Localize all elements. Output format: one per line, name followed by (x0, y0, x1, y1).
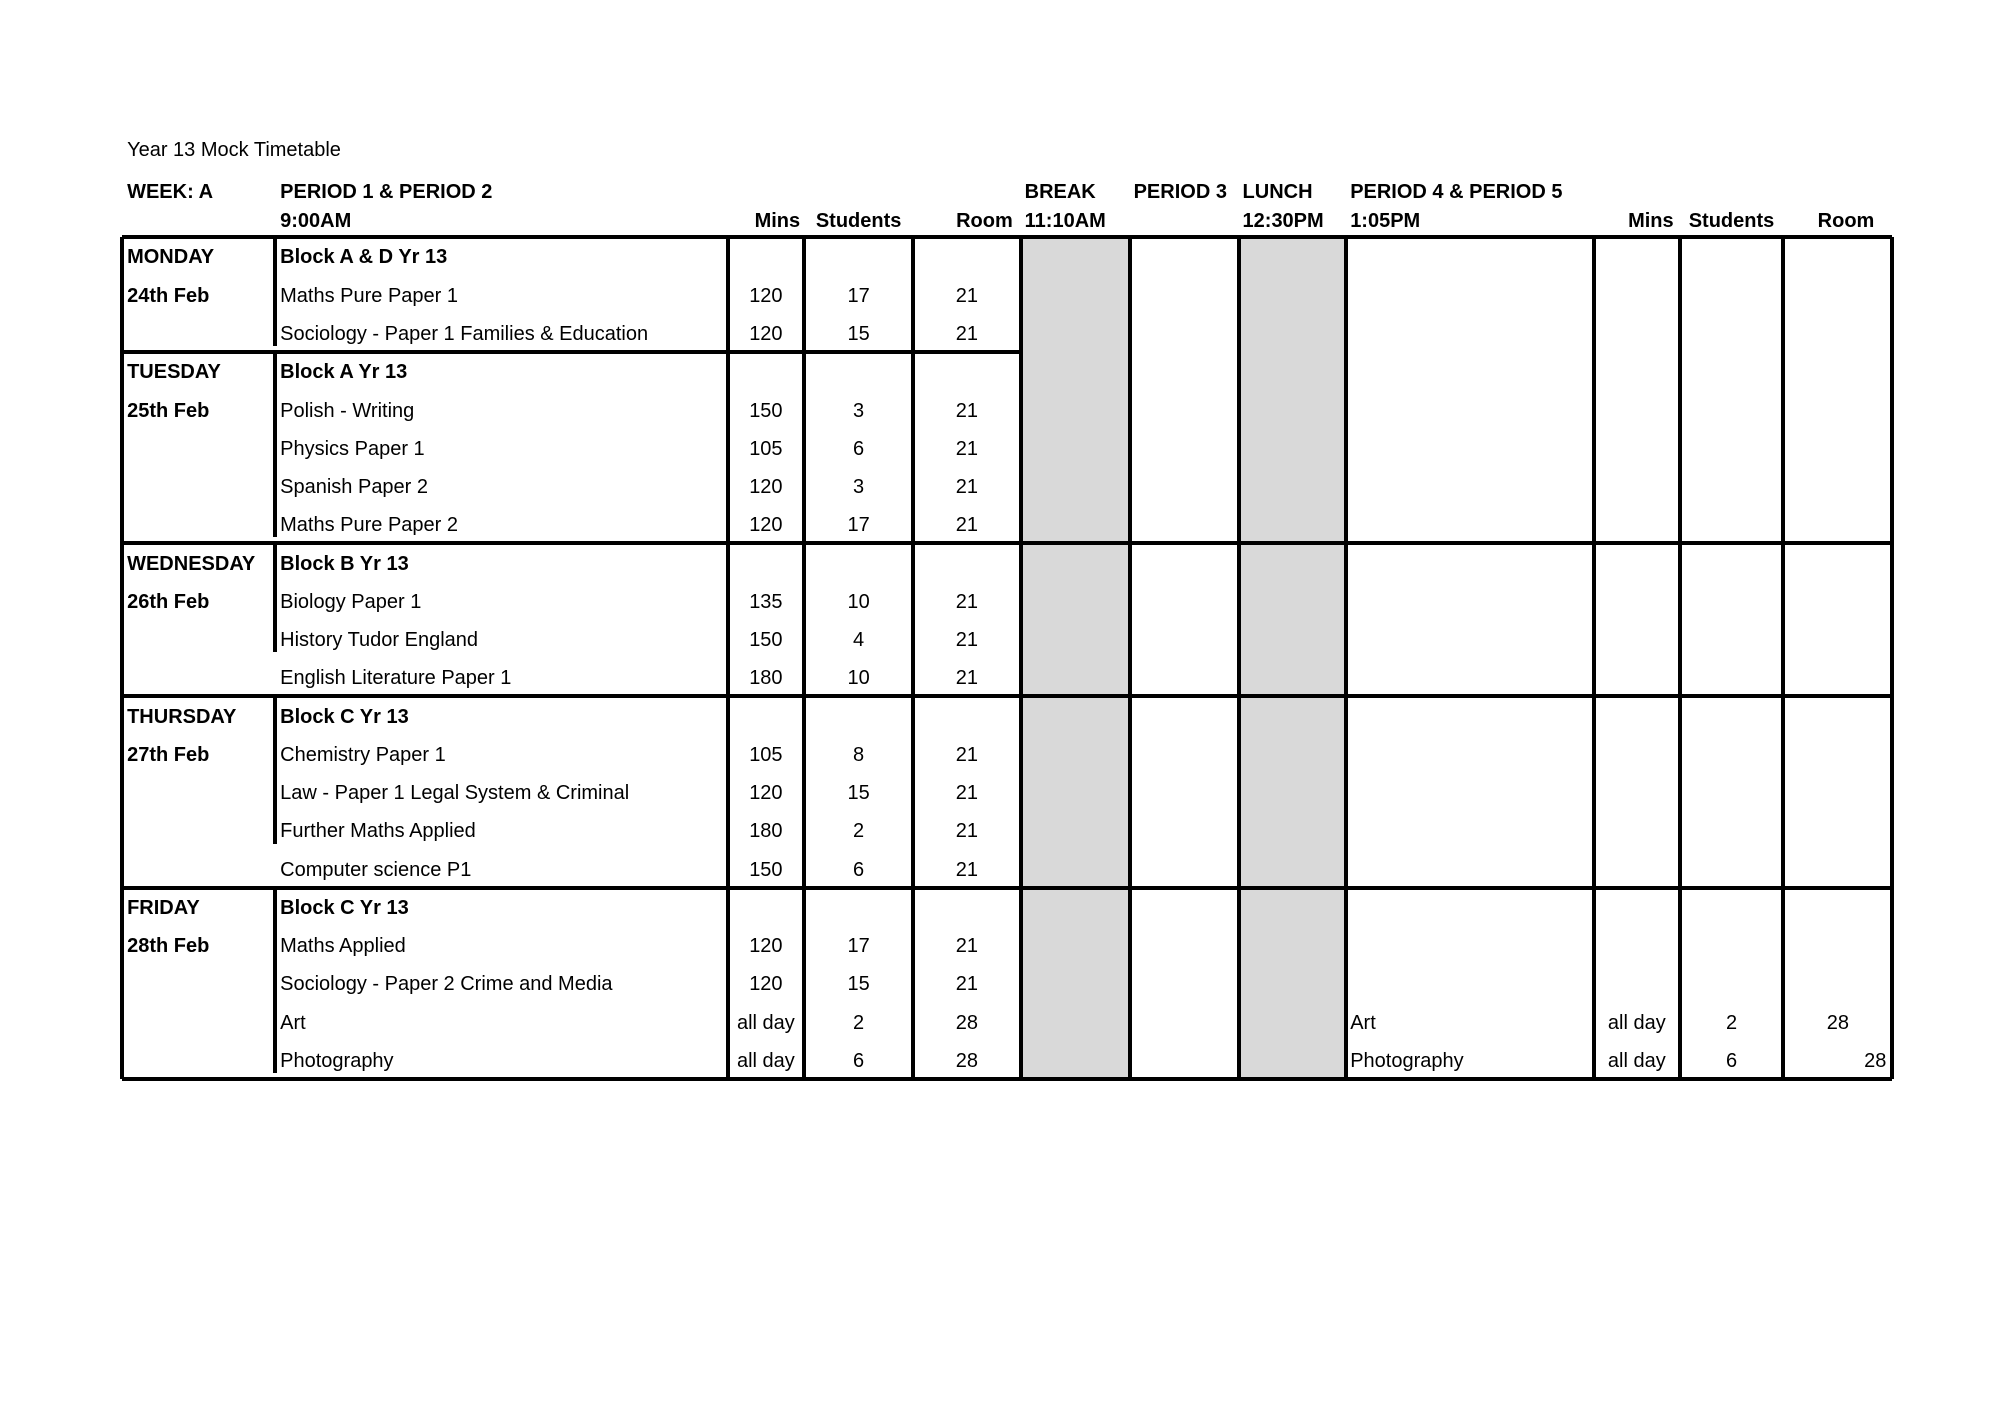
pm-mins: all day (1607, 1049, 1666, 1072)
week-label: WEEK: A (127, 180, 214, 203)
day-date: 28th Feb (127, 935, 210, 958)
exam-room: 21 (955, 590, 979, 613)
mins2-header: Mins (1628, 210, 1674, 233)
pm-mins: all day (1607, 1011, 1666, 1034)
exam-subject: Photography (280, 1049, 394, 1072)
exam-students: 15 (847, 973, 870, 996)
exam-subject: Sociology - Paper 1 Families & Education (280, 323, 649, 345)
day-date: 27th Feb (127, 743, 210, 766)
column-line (1344, 237, 1348, 1079)
exam-mins: 120 (749, 514, 783, 537)
period12-header: PERIOD 1 & PERIOD 2 (280, 180, 493, 203)
exam-subject: History Tudor England (280, 629, 479, 652)
exam-subject: English Literature Paper 1 (280, 667, 512, 690)
column-line (726, 237, 730, 1079)
exam-mins: 120 (749, 323, 783, 345)
block-label: Block A & D Yr 13 (280, 246, 448, 269)
exam-students: 6 (853, 437, 865, 460)
block-label: Block B Yr 13 (280, 552, 409, 575)
column-line (1237, 237, 1241, 1079)
table-border-top (122, 235, 1892, 239)
lunch-header: LUNCH (1242, 180, 1313, 203)
exam-students: 6 (853, 858, 865, 881)
exam-mins: 105 (749, 437, 783, 460)
exam-mins: 120 (749, 476, 783, 499)
day-name: WEDNESDAY (127, 552, 256, 575)
exam-students: 10 (847, 667, 870, 690)
exam-room: 21 (955, 973, 979, 996)
exam-room: 21 (955, 820, 979, 843)
exam-mins: 120 (749, 782, 783, 805)
exam-students: 15 (847, 782, 870, 805)
exam-room: 21 (955, 743, 979, 766)
exam-subject: Maths Applied (280, 935, 406, 958)
exam-subject: Computer science P1 (280, 858, 472, 881)
exam-mins: 180 (749, 820, 783, 843)
block-line (273, 352, 277, 537)
exam-room: 21 (955, 667, 979, 690)
block-line (273, 543, 277, 652)
exam-subject: Law - Paper 1 Legal System & Criminal (280, 782, 630, 805)
pm-room: 28 (1864, 1049, 1887, 1072)
exam-mins: 180 (749, 667, 783, 690)
exam-mins: 150 (749, 858, 783, 881)
exam-subject: Polish - Writing (280, 399, 415, 422)
room-header: Room (956, 210, 1013, 233)
exam-subject: Spanish Paper 2 (280, 476, 429, 499)
table-border-bottom (122, 1077, 1892, 1081)
exam-room: 28 (955, 1049, 979, 1072)
column-line (1781, 237, 1785, 1079)
exam-students: 17 (847, 514, 870, 537)
mins-header: Mins (754, 210, 801, 233)
column-line (1128, 237, 1132, 1079)
period45-time: 1:05PM (1350, 210, 1421, 233)
pm-students: 2 (1725, 1011, 1738, 1034)
period3-header: PERIOD 3 (1133, 180, 1227, 203)
exam-room: 21 (955, 284, 979, 307)
exam-room: 21 (955, 323, 979, 345)
lunch-column (1239, 237, 1347, 1079)
room2-header: Room (1817, 210, 1875, 233)
day-date: 26th Feb (127, 590, 210, 613)
exam-students: 3 (853, 476, 865, 499)
period45-header: PERIOD 4 & PERIOD 5 (1350, 180, 1563, 203)
block-label: Block C Yr 13 (280, 896, 409, 919)
exam-subject: Sociology - Paper 2 Crime and Media (280, 973, 613, 996)
exam-students: 3 (853, 399, 865, 422)
table-border-left (120, 237, 124, 1079)
exam-mins: 135 (749, 590, 783, 613)
exam-subject: Chemistry Paper 1 (280, 743, 446, 766)
exam-room: 21 (955, 476, 979, 499)
column-line (911, 237, 915, 1079)
exam-students: 17 (847, 935, 870, 958)
block-label: Block A Yr 13 (280, 361, 408, 384)
exam-mins: all day (736, 1049, 795, 1072)
page-title: Year 13 Mock Timetable (127, 138, 341, 161)
block-line (273, 696, 277, 843)
day-date: 24th Feb (127, 284, 210, 307)
students-header: Students (815, 210, 902, 233)
day-separator (122, 541, 1892, 545)
day-name: MONDAY (127, 246, 215, 269)
day-separator (122, 694, 1892, 698)
day-name: THURSDAY (127, 705, 237, 728)
exam-mins: 120 (749, 284, 783, 307)
exam-students: 8 (853, 743, 865, 766)
students2-header: Students (1688, 210, 1775, 233)
pm-students: 6 (1725, 1049, 1738, 1072)
exam-subject: Maths Pure Paper 1 (280, 284, 459, 307)
exam-subject: Physics Paper 1 (280, 437, 425, 460)
exam-students: 6 (853, 1049, 865, 1072)
block-line (273, 888, 277, 1073)
exam-mins: 120 (749, 935, 783, 958)
exam-room: 21 (955, 399, 979, 422)
period12-time: 9:00AM (280, 210, 352, 233)
exam-mins: 150 (749, 629, 783, 652)
exam-mins: 120 (749, 973, 783, 996)
exam-room: 28 (955, 1011, 979, 1034)
column-line (802, 237, 806, 1079)
exam-mins: 150 (749, 399, 783, 422)
day-separator (122, 886, 1892, 890)
exam-room: 21 (955, 935, 979, 958)
exam-mins: all day (736, 1011, 795, 1034)
exam-students: 2 (853, 820, 865, 843)
exam-subject: Further Maths Applied (280, 820, 476, 843)
pm-subject: Photography (1350, 1049, 1464, 1072)
break-column (1021, 237, 1130, 1079)
exam-students: 15 (847, 323, 870, 345)
block-line (273, 237, 277, 346)
exam-subject: Art (280, 1011, 306, 1034)
exam-room: 21 (955, 629, 979, 652)
table-border-right (1890, 237, 1894, 1079)
exam-students: 10 (847, 590, 870, 613)
day-separator (122, 350, 1021, 354)
column-line (1592, 237, 1596, 1079)
exam-room: 21 (955, 858, 979, 881)
lunch-time: 12:30PM (1242, 210, 1324, 233)
break-header: BREAK (1024, 180, 1096, 203)
exam-room: 21 (955, 782, 979, 805)
exam-room: 21 (955, 437, 979, 460)
day-name: TUESDAY (127, 361, 221, 384)
exam-subject: Biology Paper 1 (280, 590, 422, 613)
exam-students: 4 (853, 629, 865, 652)
exam-subject: Maths Pure Paper 2 (280, 514, 459, 537)
day-name: FRIDAY (127, 896, 200, 919)
exam-room: 21 (955, 514, 979, 537)
break-time: 11:10AM (1024, 210, 1106, 233)
exam-mins: 105 (749, 743, 783, 766)
pm-subject: Art (1350, 1011, 1376, 1034)
column-line (1019, 237, 1023, 1079)
block-label: Block C Yr 13 (280, 705, 409, 728)
pm-room: 28 (1826, 1011, 1849, 1034)
exam-students: 17 (847, 284, 870, 307)
exam-students: 2 (853, 1011, 865, 1034)
day-date: 25th Feb (127, 399, 210, 422)
column-line (1678, 237, 1682, 1079)
